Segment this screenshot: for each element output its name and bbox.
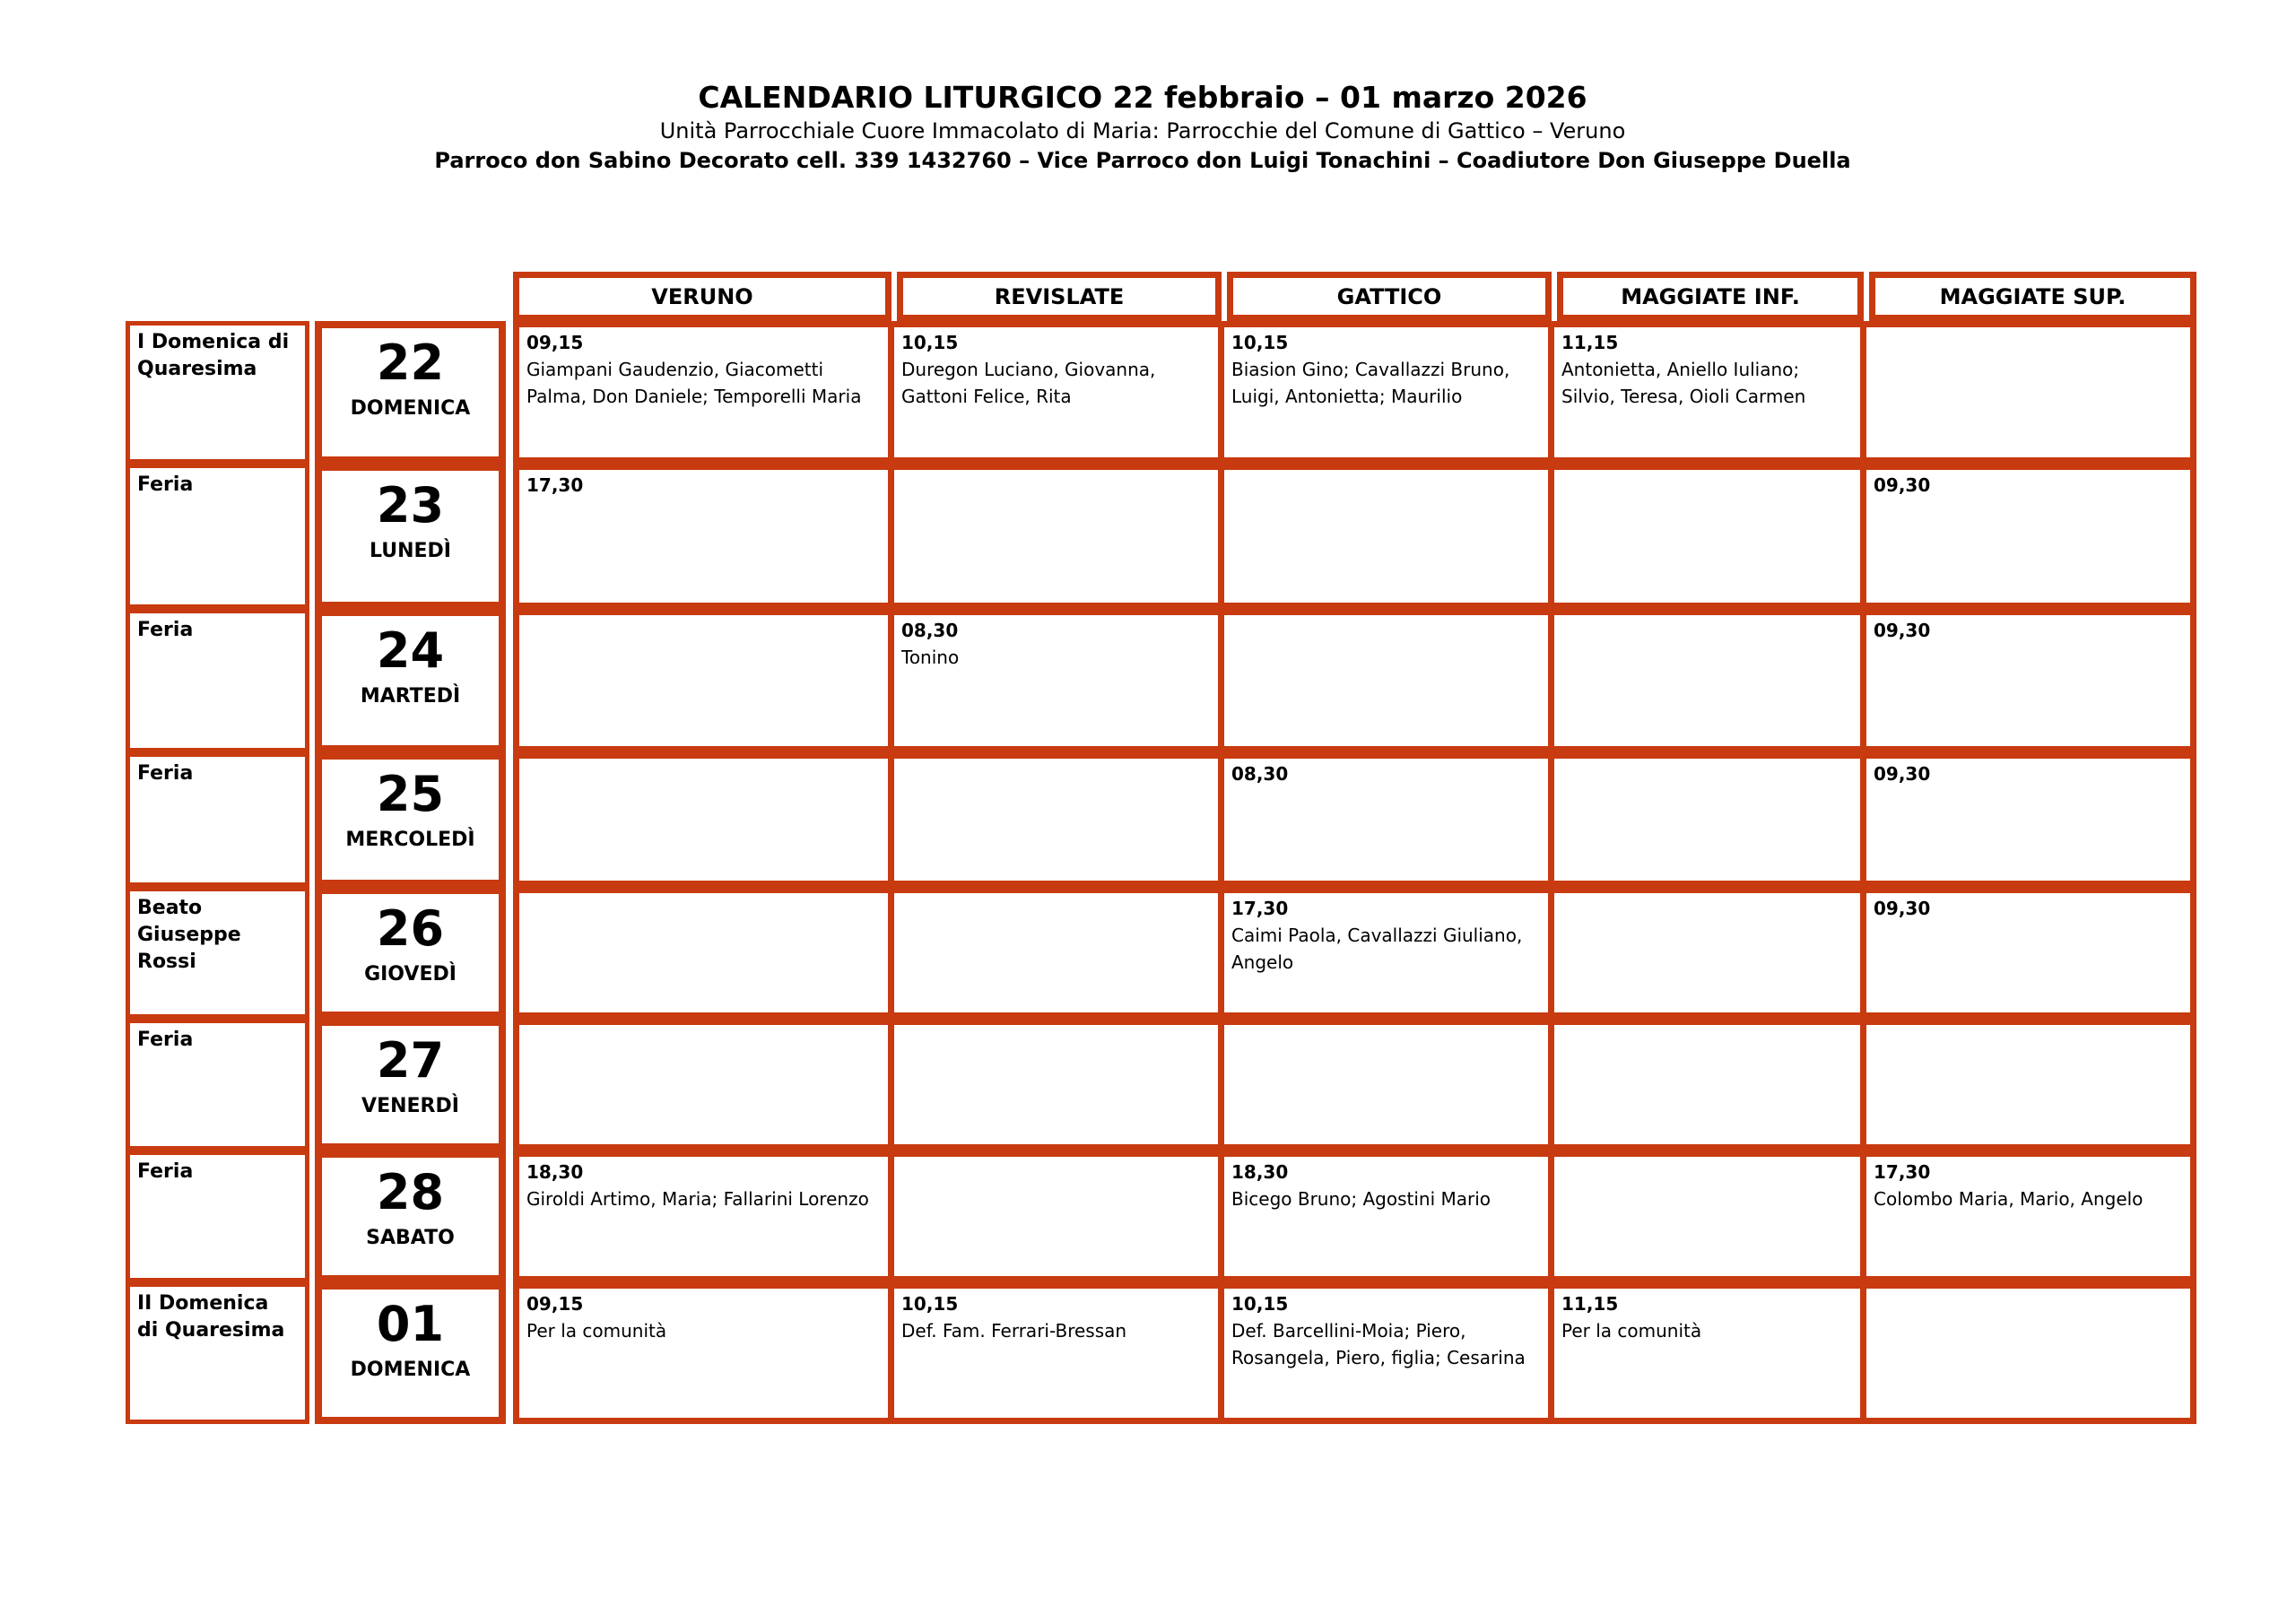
day-name: LUNEDÌ: [370, 540, 451, 562]
mass-names: Def. Barcellini-Moia; Piero, Rosangela, Piero, figlia; Cesarina: [1231, 1320, 1526, 1368]
mass-cell: [894, 752, 1224, 887]
mass-names: Def. Fam. Ferrari-Bressan: [901, 1320, 1127, 1342]
day-name: GIOVEDÌ: [364, 963, 457, 986]
mass-time: 09,15: [526, 1293, 584, 1315]
mass-cell: [1554, 609, 1866, 752]
mass-time: 10,15: [1231, 332, 1289, 353]
mass-cell: [513, 887, 894, 1019]
mass-cell: [894, 1151, 1224, 1282]
day-name: DOMENICA: [350, 1359, 471, 1381]
mass-cell: [1224, 1151, 1554, 1282]
mass-time: 09,30: [1874, 763, 1931, 785]
mass-cell: [1554, 1282, 1866, 1424]
calendar-table: [126, 272, 2196, 1424]
day-number: 22: [376, 334, 445, 391]
mass-time: 09,15: [526, 332, 584, 353]
mass-cell: [1224, 464, 1554, 609]
mass-cell: [1866, 464, 2196, 609]
day-number: 24: [376, 622, 445, 679]
mass-cell: [1224, 1019, 1554, 1151]
mass-cell: [1554, 1019, 1866, 1151]
mass-names: Antonietta, Aniello Iuliano; Silvio, Teresa, Oioli Carmen: [1561, 359, 1806, 407]
day-name: MARTEDÌ: [360, 685, 461, 708]
mass-names: Colombo Maria, Mario, Angelo: [1874, 1188, 2144, 1210]
mass-time: 17,30: [1231, 898, 1289, 919]
mass-cell: [1866, 752, 2196, 887]
page-title: CALENDARIO LITURGICO 22 febbraio – 01 marzo 2026: [698, 80, 1587, 115]
mass-cell: [894, 609, 1224, 752]
mass-time: 18,30: [1231, 1161, 1289, 1183]
mass-time: 09,30: [1874, 620, 1931, 641]
mass-cell: [894, 887, 1224, 1019]
mass-time: 17,30: [1874, 1161, 1931, 1183]
feast-label-cell: I Domenica di Quaresima: [126, 321, 309, 464]
mass-time: 08,30: [1231, 763, 1289, 785]
mass-names: Tonino: [901, 647, 960, 668]
mass-cell: [894, 1019, 1224, 1151]
day-name: DOMENICA: [350, 397, 471, 420]
mass-cell: [513, 1019, 894, 1151]
mass-cell: [894, 321, 1224, 464]
mass-cell: [513, 321, 894, 464]
mass-cell: [1866, 1151, 2196, 1282]
day-name: VENERDÌ: [361, 1095, 459, 1117]
mass-names: Giroldi Artimo, Maria; Fallarini Lorenzo: [526, 1188, 869, 1210]
day-box: [315, 609, 506, 752]
day-number: 25: [376, 766, 445, 822]
day-box: [315, 887, 506, 1019]
feast-label-cell: Feria: [126, 1151, 309, 1282]
mass-time: 09,30: [1874, 474, 1931, 496]
mass-cell: [1866, 609, 2196, 752]
day-box: [315, 752, 506, 887]
day-number: 26: [376, 900, 445, 957]
day-box: [315, 464, 506, 609]
mass-cell: [513, 464, 894, 609]
mass-cell: [1866, 1019, 2196, 1151]
mass-cell: [1866, 887, 2196, 1019]
mass-cell: [1224, 887, 1554, 1019]
mass-cell: [1554, 321, 1866, 464]
mass-time: 08,30: [901, 620, 959, 641]
page-subtitle: Unità Parrocchiale Cuore Immacolato di Maria: Parrocchie del Comune di Gattico – Veruno: [659, 118, 1626, 143]
mass-time: 11,15: [1561, 1293, 1619, 1315]
mass-cell: [894, 1282, 1224, 1424]
mass-cell: [513, 609, 894, 752]
mass-cell: [1224, 609, 1554, 752]
mass-cell: [1224, 1282, 1554, 1424]
mass-cell: [513, 1151, 894, 1282]
column-header: GATTICO: [1227, 272, 1552, 321]
mass-cell: [1866, 1282, 2196, 1424]
mass-names: Caimi Paola, Cavallazzi Giuliano, Angelo: [1231, 925, 1523, 973]
mass-cell: [1554, 1151, 1866, 1282]
mass-cell: [1866, 321, 2196, 464]
mass-cell: [513, 1282, 894, 1424]
mass-names: Biasion Gino; Cavallazzi Bruno, Luigi, Antonietta; Maurilio: [1231, 359, 1510, 407]
mass-time: 10,15: [901, 332, 959, 353]
mass-time: 10,15: [1231, 1293, 1289, 1315]
day-number: 01: [376, 1296, 445, 1352]
mass-names: Per la comunità: [1561, 1320, 1702, 1342]
day-name: SABATO: [366, 1227, 455, 1249]
feast-label-cell: Feria: [126, 752, 309, 887]
mass-names: Bicego Bruno; Agostini Mario: [1231, 1188, 1492, 1210]
day-box: [315, 1151, 506, 1282]
feast-label-cell: Feria: [126, 609, 309, 752]
column-header: MAGGIATE INF.: [1557, 272, 1864, 321]
mass-names: Duregon Luciano, Giovanna, Gattoni Felice, Rita: [901, 359, 1156, 407]
column-header: MAGGIATE SUP.: [1869, 272, 2196, 321]
mass-cell: [1554, 752, 1866, 887]
mass-cell: [1224, 321, 1554, 464]
mass-cell: [1554, 464, 1866, 609]
mass-time: 09,30: [1874, 898, 1931, 919]
day-number: 23: [376, 477, 445, 534]
feast-label-cell: Beato Giuseppe Rossi: [126, 887, 309, 1019]
mass-time: 11,15: [1561, 332, 1619, 353]
mass-time: 10,15: [901, 1293, 959, 1315]
day-box: [315, 321, 506, 464]
day-number: 27: [376, 1032, 445, 1089]
mass-cell: [513, 752, 894, 887]
day-box: [315, 1019, 506, 1151]
page-header: [0, 79, 2285, 176]
feast-label-cell: II Domenica di Quaresima: [126, 1282, 309, 1424]
mass-cell: [1554, 887, 1866, 1019]
day-name: MERCOLEDÌ: [345, 829, 475, 851]
column-header: REVISLATE: [897, 272, 1222, 321]
feast-label-cell: Feria: [126, 1019, 309, 1151]
column-header: VERUNO: [513, 272, 891, 321]
mass-names: Giampani Gaudenzio, Giacometti Palma, Don Daniele; Temporelli Maria: [526, 359, 862, 407]
mass-cell: [1224, 752, 1554, 887]
day-number: 28: [376, 1164, 445, 1220]
mass-cell: [894, 464, 1224, 609]
mass-time: 17,30: [526, 474, 584, 496]
page-clergy-line: Parroco don Sabino Decorato cell. 339 1432760 – Vice Parroco don Luigi Tonachini – Coadiutore Don Giuseppe Duella: [434, 148, 1851, 173]
feast-label-cell: Feria: [126, 464, 309, 609]
day-box: [315, 1282, 506, 1424]
mass-time: 18,30: [526, 1161, 584, 1183]
mass-names: Per la comunità: [526, 1320, 667, 1342]
